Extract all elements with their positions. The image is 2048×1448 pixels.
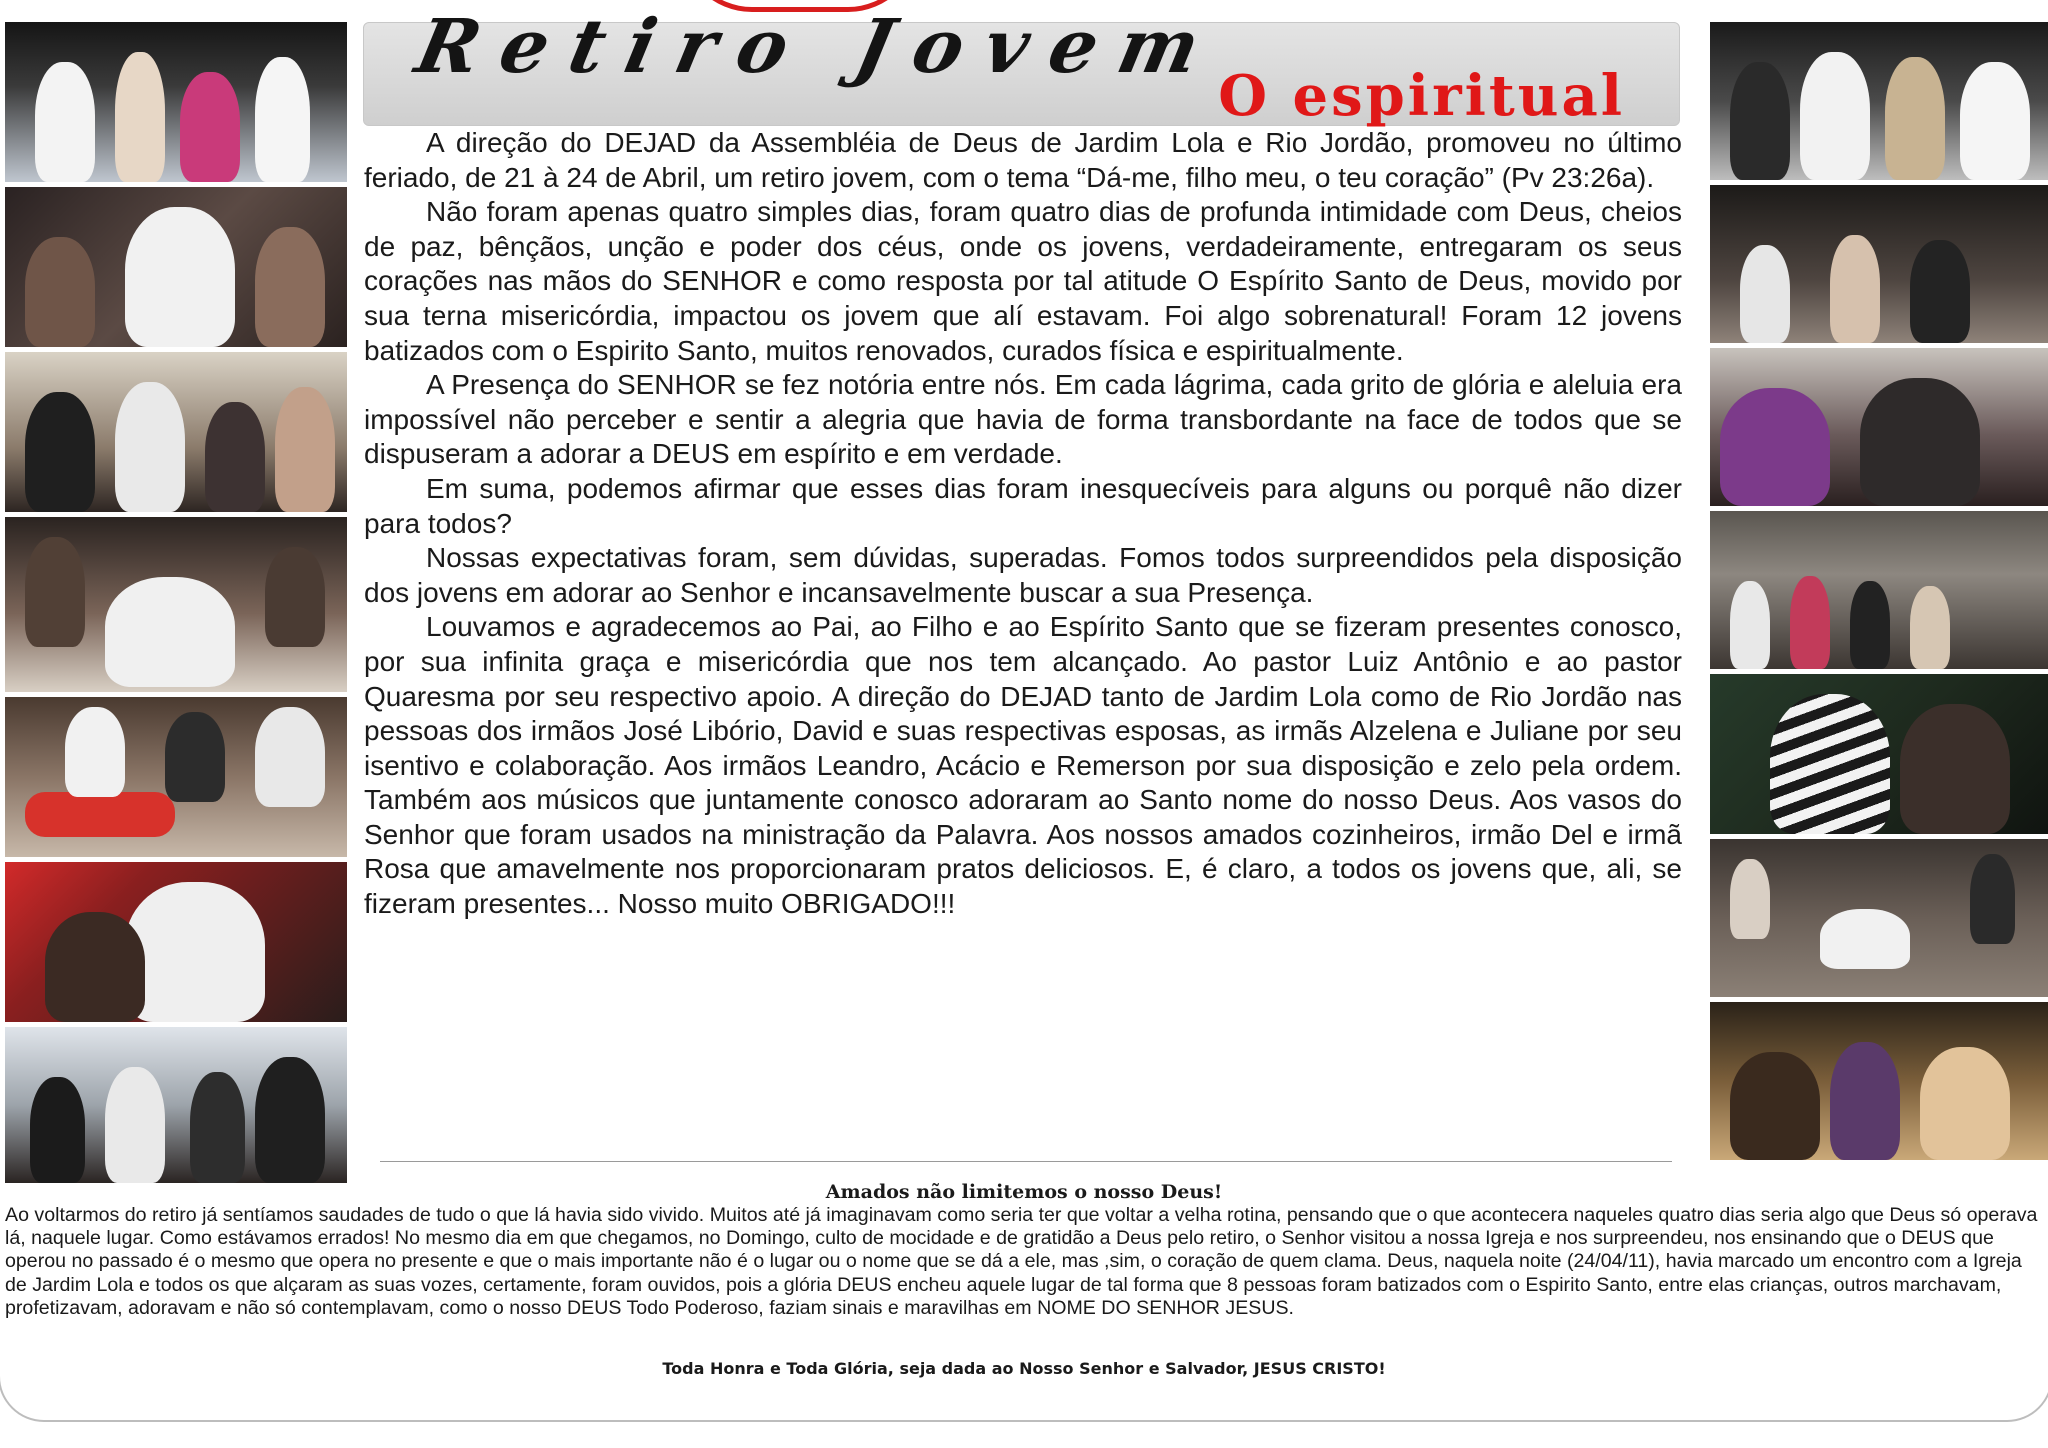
photo-young-man-praying [5,187,347,347]
photo-group-dancing [1710,22,2048,180]
box-body-text: Ao voltarmos do retiro já sentíamos saudades de tudo o que lá havia sido vivido. Muitos até já imaginavam como seria ter que voltar a velha rotina, pensando que o que acontecera naqueles quatro dias seria algo que Deus só operava lá, naquele lugar. Como estávamos errados! No mesmo dia em que chegamos, no Domingo, culto de mocidade e de gratidão a Deus pelo retiro, o Senhor visitou a nossa Igreja e nos surpreendeu, nos ensinando que o DEUS que operou no passado é o mesmo que opera no presente e que o mais importante não é o lugar ou o nome que se dá a ele, mas ,sim, o coração de quem clama. Deus, naquela noite (24/04/11), havia marcado um encontro com a Igreja de Jardim Lola e todos os que alçaram as suas vozes, certamente, foram ouvidos, pois a glória DEUS encheu aquele lugar de tal forma que 8 pessoas foram batizados com o Espirito Santo, entre elas crianças, outros marchavam, profetizavam, adoravam e não só contemplavam, como o nosso DEUS Todo Poderoso, faziam sinais e maravilhas em NOME DO SENHOR JESUS. [5,1204,2038,1319]
article-paragraph: Em suma, podemos afirmar que esses dias foram inesquecíveis para alguns ou porquê não dizer para todos? [364,472,1682,539]
photo-women-embrace [1710,348,2048,506]
page-subtitle: O espiritual [1218,63,1625,129]
photo-person-prostrate [1710,839,2048,997]
photo-crowd-night [1710,185,2048,343]
left-photo-column [5,22,347,1188]
photo-embrace [5,862,347,1022]
photo-praying-couple [1710,674,2048,834]
article-paragraph: Não foram apenas quatro simples dias, foram quatro dias de profunda intimidade com Deus, cheios de paz, bênçãos, unção e poder dos céus, onde os jovens, verdadeiramente, entregaram os seus corações nas mãos do SENHOR e como resposta por tal atitude O Espírito Santo de Deus, movido por sua terna misericórdia, impactou os jovem que alí estavam. Foi algo sobrenatural! Foram 12 jovens batizados com o Espirito Santo, muitos renovados, curados física e espiritualmente. [364,196,1682,366]
photo-man-kneeling [5,517,347,692]
photo-worship-hands-raised [5,22,347,182]
photo-hall-gathering [1710,511,2048,669]
page-title: Retiro Jovem [408,4,1229,90]
article-paragraph: A direção do DEJAD da Assembléia de Deus de Jardim Lola e Rio Jordão, promoveu no último feriado, de 21 à 24 de Abril, um retiro jovem, com o tema “Dá-me, filho meu, o teu coração” (Pv 23:26a). [364,127,1682,193]
article-paragraph: Nossas expectativas foram, sem dúvidas, superadas. Fomos todos surpreendidos pela disposição dos jovens em adorar ao Senhor e incansavelmente buscar a sua Presença. [364,542,1682,608]
box-heading: Amados não limitemos o nosso Deus! [825,1181,1223,1203]
box-footer-text: Toda Honra e Toda Glória, seja dada ao Nosso Senhor e Salvador, JESUS CRISTO! [662,1359,1386,1378]
article-body [364,126,1682,922]
article-paragraph: Louvamos e agradecemos ao Pai, ao Filho e ao Espírito Santo que se fizeram presentes conosco, por sua infinita graça e misericórdia que nos tem alcançado. Ao pastor Luiz Antônio e ao pastor Quaresma por seu respectivo apoio. A direção do DEJAD tanto de Jardim Lola como de Rio Jordão nas pessoas dos irmãos José Libório, David e suas respectivas esposas, as irmãs Alzelena e Juliane por seu isentivo e colaboração. Aos irmãos Leandro, Acácio e Remerson por sua disposição e zelo pela ordem. Também aos músicos que juntamente conosco adoraram ao Santo nome do nosso Deus. Aos vasos do Senhor que foram usados na ministração da Palavra. Aos nossos amados cozinheiros, irmão Del e irmã Rosa que amavelmente nos proporcionaram pratos deliciosos. E, é claro, a todos os jovens que, ali, se fizeram presentes... Nosso muito OBRIGADO!!! [364,611,1682,920]
article-paragraph: A Presença do SENHOR se fez notória entre nós. Em cada lágrima, cada grito de glória e aleluia era impossível não perceber e sentir a alegria que havia de forma transbordante na face de todos que se dispuseram a adorar a DEUS em espírito e em verdade. [364,369,1682,470]
photo-youth-on-floor [5,697,347,857]
right-photo-column [1710,22,2048,1165]
photo-youth-group-room [5,352,347,512]
